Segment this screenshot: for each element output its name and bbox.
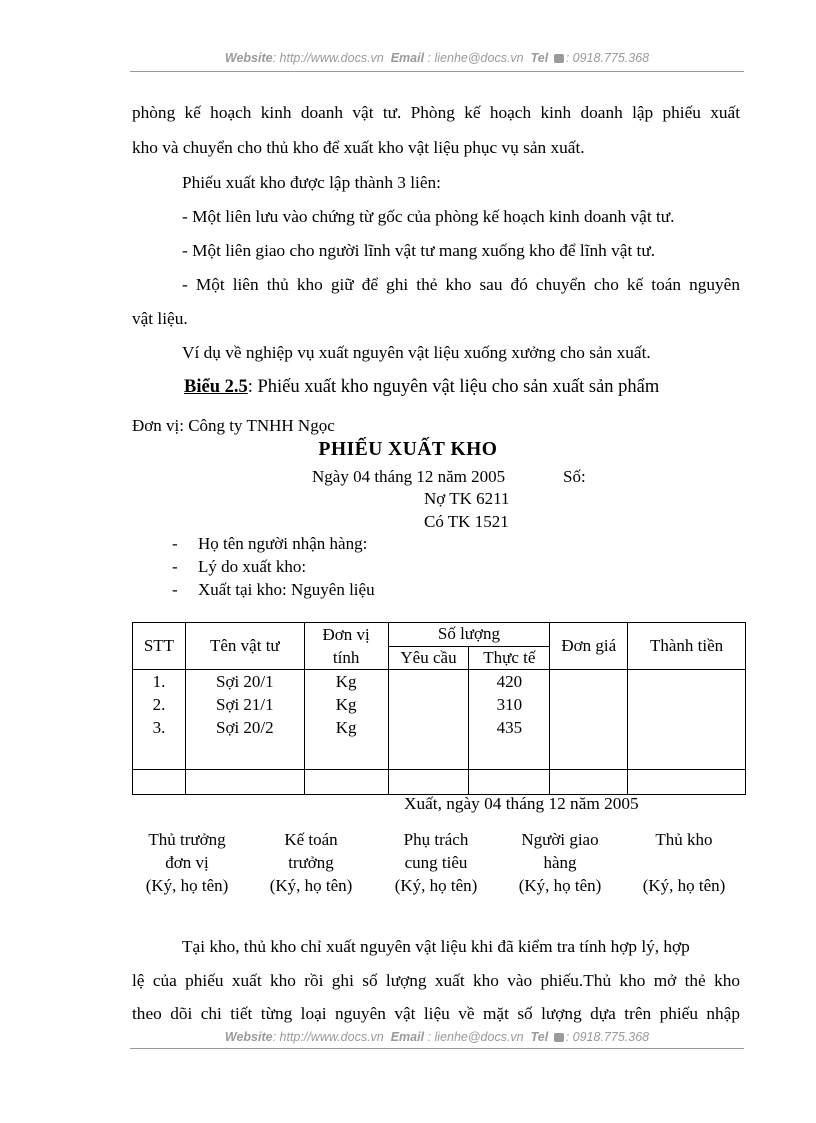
figure-caption <box>184 377 659 398</box>
phone-icon <box>554 54 564 63</box>
signature-title: Thủ kho <box>655 830 713 849</box>
paragraph4-line2: lệ của phiếu xuất kho rồi ghi số lượng xuất kho vào phiếu.Thủ kho mở thẻ kho <box>132 971 740 990</box>
tel-value: : 0918.775.368 <box>565 1030 650 1044</box>
tel-label: Tel <box>530 51 549 65</box>
email-value[interactable]: : lienhe@docs.vn <box>427 51 524 65</box>
table-cell <box>628 770 746 795</box>
paragraph1-line1: phòng kế hoạch kinh doanh vật tư. Phòng kế hoạch kinh doanh lập phiếu xuất <box>132 103 740 122</box>
signature-director <box>122 828 252 897</box>
bullet-line-2: - Một liên giao cho người lĩnh vật tư mang xuống kho để lĩnh vật tư. <box>182 241 656 260</box>
table-cell <box>133 770 186 795</box>
header-unit-line2: tính <box>332 648 360 667</box>
page-footer <box>130 1030 744 1044</box>
table-cell <box>550 670 627 693</box>
caption-text: : Phiếu xuất kho nguyên vật liệu cho sản xuất sản phẩm <box>247 377 660 397</box>
table-cell <box>185 770 304 795</box>
table-cell <box>389 693 469 716</box>
signature-title: Kế toán <box>284 830 338 849</box>
form-unit: Đơn vị: Công ty TNHH Ngọc <box>132 416 335 435</box>
signature-title: Phụ trách <box>403 830 469 849</box>
header-divider <box>130 71 744 72</box>
email-label: Email <box>390 1030 425 1044</box>
column-requested <box>388 670 469 770</box>
table-cell: 420 <box>496 672 523 691</box>
paragraph3: Ví dụ về nghiệp vụ xuất nguyên vật liệu xuống xưởng cho sản xuất. <box>182 343 651 362</box>
header-actual: Thực tế <box>469 646 550 670</box>
signature-title: cung tiêu <box>404 853 468 872</box>
signature-title: Thủ trưởng <box>148 830 226 849</box>
column-stt <box>133 670 186 770</box>
field-receiver: - Họ tên người nhận hàng: <box>172 534 368 553</box>
header-requested: Yêu cầu <box>388 646 469 670</box>
signature-note: (Ký, họ tên) <box>394 876 478 895</box>
issue-date: Xuất, ngày 04 tháng 12 năm 2005 <box>404 794 639 813</box>
issue-slip-table <box>132 622 746 795</box>
signature-title <box>619 851 749 874</box>
table-cell: 310 <box>496 695 523 714</box>
field-warehouse: - Xuất tại kho: Nguyên liệu <box>172 580 375 599</box>
footer-divider <box>130 1048 744 1049</box>
column-price <box>550 670 628 770</box>
header-price: Đơn giá <box>550 623 628 670</box>
signature-title: trưởng <box>288 853 334 872</box>
signature-note: (Ký, họ tên) <box>269 876 353 895</box>
table-cell <box>388 770 469 795</box>
field-warehouse-label: Xuất tại kho: Nguyên liệu <box>198 580 375 599</box>
table-cell: Kg <box>335 718 357 737</box>
signature-storekeeper <box>619 828 749 897</box>
table-cell <box>389 670 469 693</box>
table-cell <box>304 770 388 795</box>
paragraph4-line1: Tại kho, thủ kho chỉ xuất nguyên vật liệu khi đã kiểm tra tính hợp lý, hợp <box>182 937 690 956</box>
table-cell: Kg <box>335 695 357 714</box>
field-reason-label: Lý do xuất kho: <box>198 557 307 576</box>
header-amount: Thành tiền <box>628 623 746 670</box>
form-date: Ngày 04 tháng 12 năm 2005 <box>312 467 506 486</box>
paragraph2: Phiếu xuất kho được lập thành 3 liên: <box>182 173 441 192</box>
column-unit <box>304 670 388 770</box>
column-amount <box>628 670 746 770</box>
column-actual <box>469 670 550 770</box>
signature-note: (Ký, họ tên) <box>642 876 726 895</box>
signature-deliverer <box>495 828 625 897</box>
header-unit <box>304 623 388 670</box>
table-cell: 3. <box>152 718 166 737</box>
paragraph1-line2: kho và chuyển cho thủ kho để xuất kho vật liệu phục vụ sản xuất. <box>132 138 585 157</box>
table-cell <box>628 670 745 693</box>
website-url[interactable]: : http://www.docs.vn <box>272 51 384 65</box>
table-cell: 2. <box>152 695 166 714</box>
paragraph4-line3: theo dõi chi tiết từng loại nguyên vật liệu về mặt số lượng dựa trên phiếu nhập <box>132 1004 740 1023</box>
email-value[interactable]: : lienhe@docs.vn <box>427 1030 524 1044</box>
phone-icon <box>554 1033 564 1042</box>
caption-label: Biểu 2.5 <box>184 377 248 397</box>
form-title: PHIẾU XUẤT KHO <box>318 439 498 460</box>
table-cell <box>469 770 550 795</box>
table-cell <box>389 716 469 739</box>
table-cell: Sợi 21/1 <box>216 695 274 714</box>
signature-note: (Ký, họ tên) <box>518 876 602 895</box>
signature-chief-accountant <box>246 828 376 897</box>
table-cell: Sợi 20/1 <box>216 672 274 691</box>
table-cell: Kg <box>335 672 357 691</box>
tel-label: Tel <box>530 1030 549 1044</box>
tel-value: : 0918.775.368 <box>565 51 650 65</box>
signature-title: Người giao <box>521 830 599 849</box>
table-total-row <box>133 770 746 795</box>
header-stt: STT <box>133 623 186 670</box>
table-cell: 435 <box>496 718 523 737</box>
bullet-line-3a: - Một liên thủ kho giữ để ghi thẻ kho sau đó chuyển cho kế toán nguyên <box>182 275 740 294</box>
field-receiver-label: Họ tên người nhận hàng: <box>198 534 368 553</box>
signature-title: hàng <box>543 853 577 872</box>
table-cell: Sợi 20/2 <box>216 718 274 737</box>
header-quantity: Số lượng <box>388 623 550 647</box>
signature-supply-manager <box>371 828 501 897</box>
bullet-line-3b: vật liệu. <box>132 309 188 328</box>
field-reason: - Lý do xuất kho: <box>172 557 307 576</box>
column-name <box>185 670 304 770</box>
signature-note: (Ký, họ tên) <box>145 876 229 895</box>
form-number-label: Số: <box>563 467 586 486</box>
email-label: Email <box>390 51 425 65</box>
website-label: Website <box>224 1030 273 1044</box>
website-label: Website <box>224 51 273 65</box>
table-cell <box>550 770 628 795</box>
header-unit-line1: Đơn vị <box>322 625 370 644</box>
signature-title: đơn vị <box>165 853 209 872</box>
website-url[interactable]: : http://www.docs.vn <box>272 1030 384 1044</box>
bullet-line-1: - Một liên lưu vào chứng từ gốc của phòng kế hoạch kinh doanh vật tư. <box>182 207 675 226</box>
table-cell: 1. <box>152 672 166 691</box>
form-debit-account: Nợ TK 6211 <box>424 489 510 508</box>
header-name: Tên vật tư <box>185 623 304 670</box>
form-credit-account: Có TK 1521 <box>424 512 509 531</box>
page-header <box>130 51 744 65</box>
